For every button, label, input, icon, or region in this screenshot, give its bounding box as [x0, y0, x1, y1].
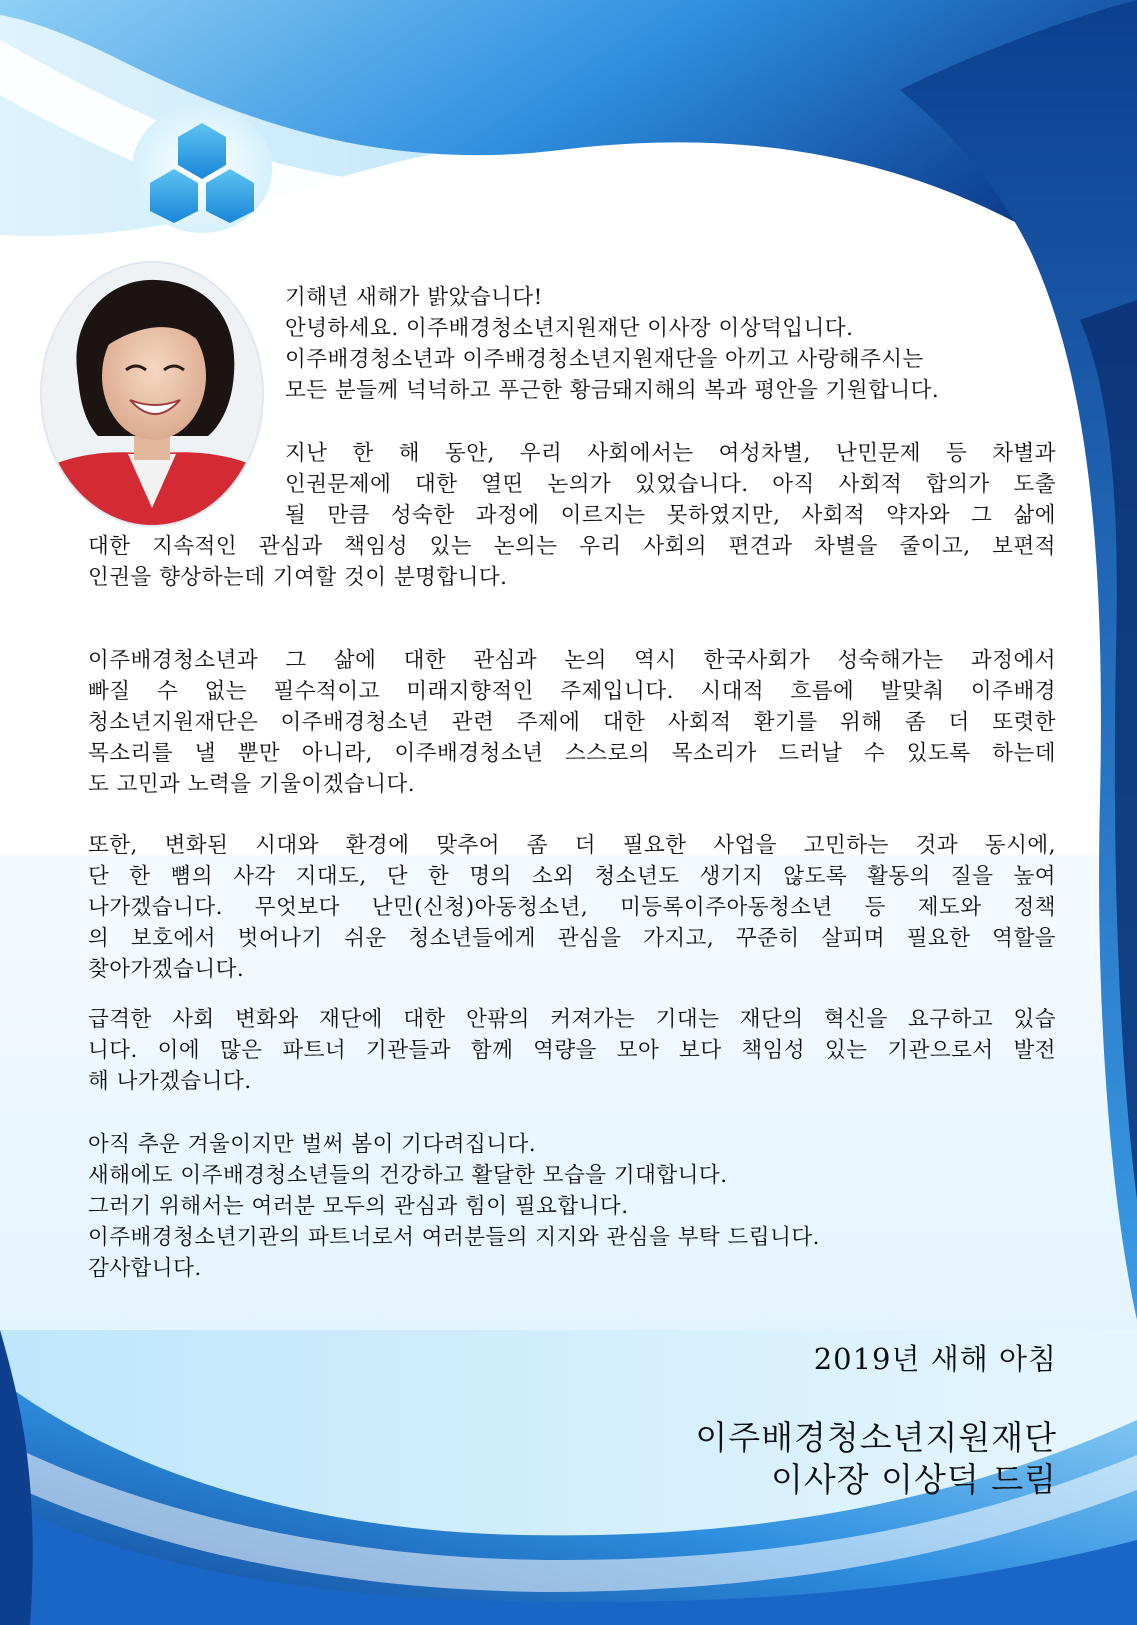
paragraph-line: 인권문제에 대한 열띤 논의가 있었습니다. 아직 사회적 합의가 도출 [285, 472, 1056, 497]
closing-line: 이주배경청소년기관의 파트너로서 여러분들의 지지와 관심을 부탁 드립니다. [88, 1225, 820, 1250]
closing-paragraph [88, 1129, 1056, 1284]
paragraph-foundation-mission [88, 645, 1056, 800]
intro-line: 기해년 새해가 밝았습니다! [285, 285, 543, 310]
paragraph-line: 나가겠습니다. 무엇보다 난민(신청)아동청소년, 미등록이주아동청소년 등 제도와 정책 [88, 895, 1056, 920]
closing-line: 새해에도 이주배경청소년들의 건강하고 활달한 모습을 기대합니다. [88, 1163, 728, 1188]
paragraph-line: 의 보호에서 벗어나기 쉬운 청소년들에게 관심을 가지고, 꾸준히 살피며 필요한 역할을 [88, 926, 1056, 951]
paragraph-line: 급격한 사회 변화와 재단에 대한 안팎의 커져가는 기대는 재단의 혁신을 요구하고 있습 [88, 1007, 1056, 1032]
paragraph-activities [88, 830, 1056, 985]
paragraph-line: 단 한 뼘의 사각 지대도, 단 한 명의 소외 청소년도 생기지 않도록 활동의 질을 높여 [88, 864, 1056, 889]
paragraph-social-issues [88, 438, 1056, 593]
intro-line: 이주배경청소년과 이주배경청소년지원재단을 아끼고 사랑해주시는 [285, 347, 924, 372]
closing-line: 감사합니다. [88, 1256, 202, 1281]
intro-line: 모든 분들께 넉넉하고 푸근한 황금돼지해의 복과 평안을 기원합니다. [285, 378, 940, 403]
signature-date: 2019년 새해 아침 [813, 1342, 1057, 1376]
paragraph-line: 인권을 향상하는데 기여할 것이 분명합니다. [88, 565, 508, 590]
signature-organization: 이주배경청소년지원재단 [695, 1418, 1057, 1457]
paragraph-line: 목소리를 낼 뿐만 아니라, 이주배경청소년 스스로의 목소리가 드러날 수 있도록 하는데 [88, 741, 1056, 766]
foundation-logo [128, 103, 276, 235]
three-hexagon-logo-icon [128, 103, 276, 235]
closing-line: 아직 추운 겨울이지만 벌써 봄이 기다려집니다. [88, 1132, 537, 1157]
paragraph-line: 또한, 변화된 시대와 환경에 맞추어 좀 더 필요한 사업을 고민하는 것과 동시에, [88, 833, 1056, 858]
paragraph-line: 빠질 수 없는 필수적이고 미래지향적인 주제입니다. 시대적 흐름에 발맞춰 이주배경 [88, 679, 1056, 704]
paragraph-line: 대한 지속적인 관심과 책임성 있는 논의는 우리 사회의 편견과 차별을 줄이고, 보편적 [88, 534, 1056, 559]
paragraph-line: 될 만큼 성숙한 과정에 이르지는 못하였지만, 사회적 약자와 그 삶에 [285, 503, 1056, 528]
paragraph-line: 찾아가겠습니다. [88, 957, 245, 982]
intro-line: 안녕하세요. 이주배경청소년지원재단 이사장 이상덕입니다. [285, 316, 854, 341]
signature-name: 이사장 이상덕 드림 [770, 1460, 1057, 1499]
paragraph-line: 지난 한 해 동안, 우리 사회에서는 여성차별, 난민문제 등 차별과 [285, 441, 1056, 466]
paragraph-line: 해 나가겠습니다. [88, 1069, 252, 1094]
paragraph-line: 이주배경청소년과 그 삶에 대한 관심과 논의 역시 한국사회가 성숙해가는 과정에서 [88, 648, 1056, 673]
paragraph-line: 청소년지원재단은 이주배경청소년 관련 주제에 대한 사회적 환기를 위해 좀 더 또렷한 [88, 710, 1056, 735]
paragraph-line: 니다. 이에 많은 파트너 기관들과 함께 역량을 모아 보다 책임성 있는 기관으로서 발전 [88, 1038, 1056, 1063]
paragraph-innovation [88, 1004, 1056, 1097]
intro-paragraph [285, 282, 1055, 406]
closing-line: 그러기 위해서는 여러분 모두의 관심과 힘이 필요합니다. [88, 1194, 629, 1219]
paragraph-line: 도 고민과 노력을 기울이겠습니다. [88, 772, 416, 797]
